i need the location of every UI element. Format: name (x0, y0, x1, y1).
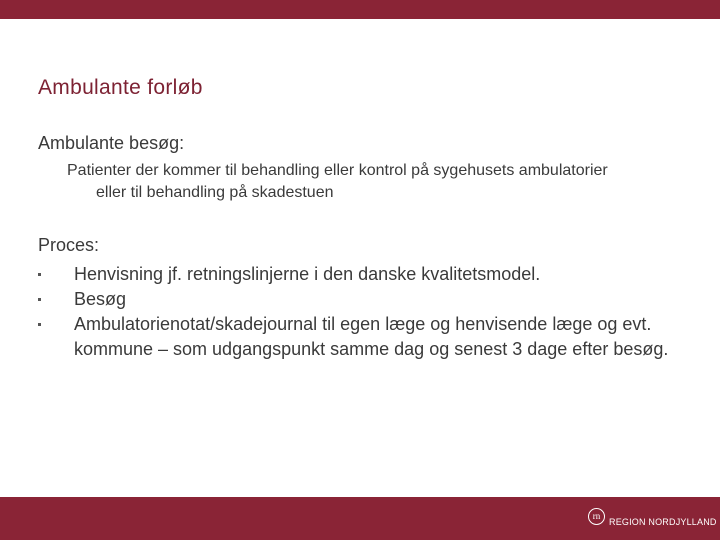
section-heading: Ambulante besøg: (38, 133, 185, 153)
bullet-item (38, 287, 698, 312)
bullet-dot-icon (38, 273, 41, 276)
bullet-dot-icon (38, 323, 41, 326)
bullet-text: Henvisning jf. retningslinjerne i den danske kvalitetsmodel. (74, 264, 541, 284)
sub-paragraph-line2: eller til behandling på skadestuen (96, 184, 334, 201)
bullet-text: Besøg (74, 289, 127, 309)
bullet-dot-icon (38, 298, 41, 301)
region-logo-icon: rn (588, 508, 605, 525)
bullet-list (38, 262, 698, 362)
proces-heading: Proces: (38, 235, 100, 255)
region-logo (588, 503, 717, 529)
slide-title: Ambulante forløb (38, 76, 203, 99)
bullet-item (38, 262, 698, 287)
sub-paragraph (67, 160, 687, 204)
bullet-item (38, 312, 698, 362)
bullet-text: Ambulatorienotat/skadejournal til egen læge og henvisende læge og evt. kommune – som udgangspunkt samme dag og senest 3 dage efter besøg. (74, 314, 669, 359)
top-brand-bar (0, 0, 720, 19)
region-logo-text: REGION NORDJYLLAND (609, 517, 717, 527)
sub-paragraph-line1: Patienter der kommer til behandling eller kontrol på sygehusets ambulatorier (67, 162, 608, 179)
